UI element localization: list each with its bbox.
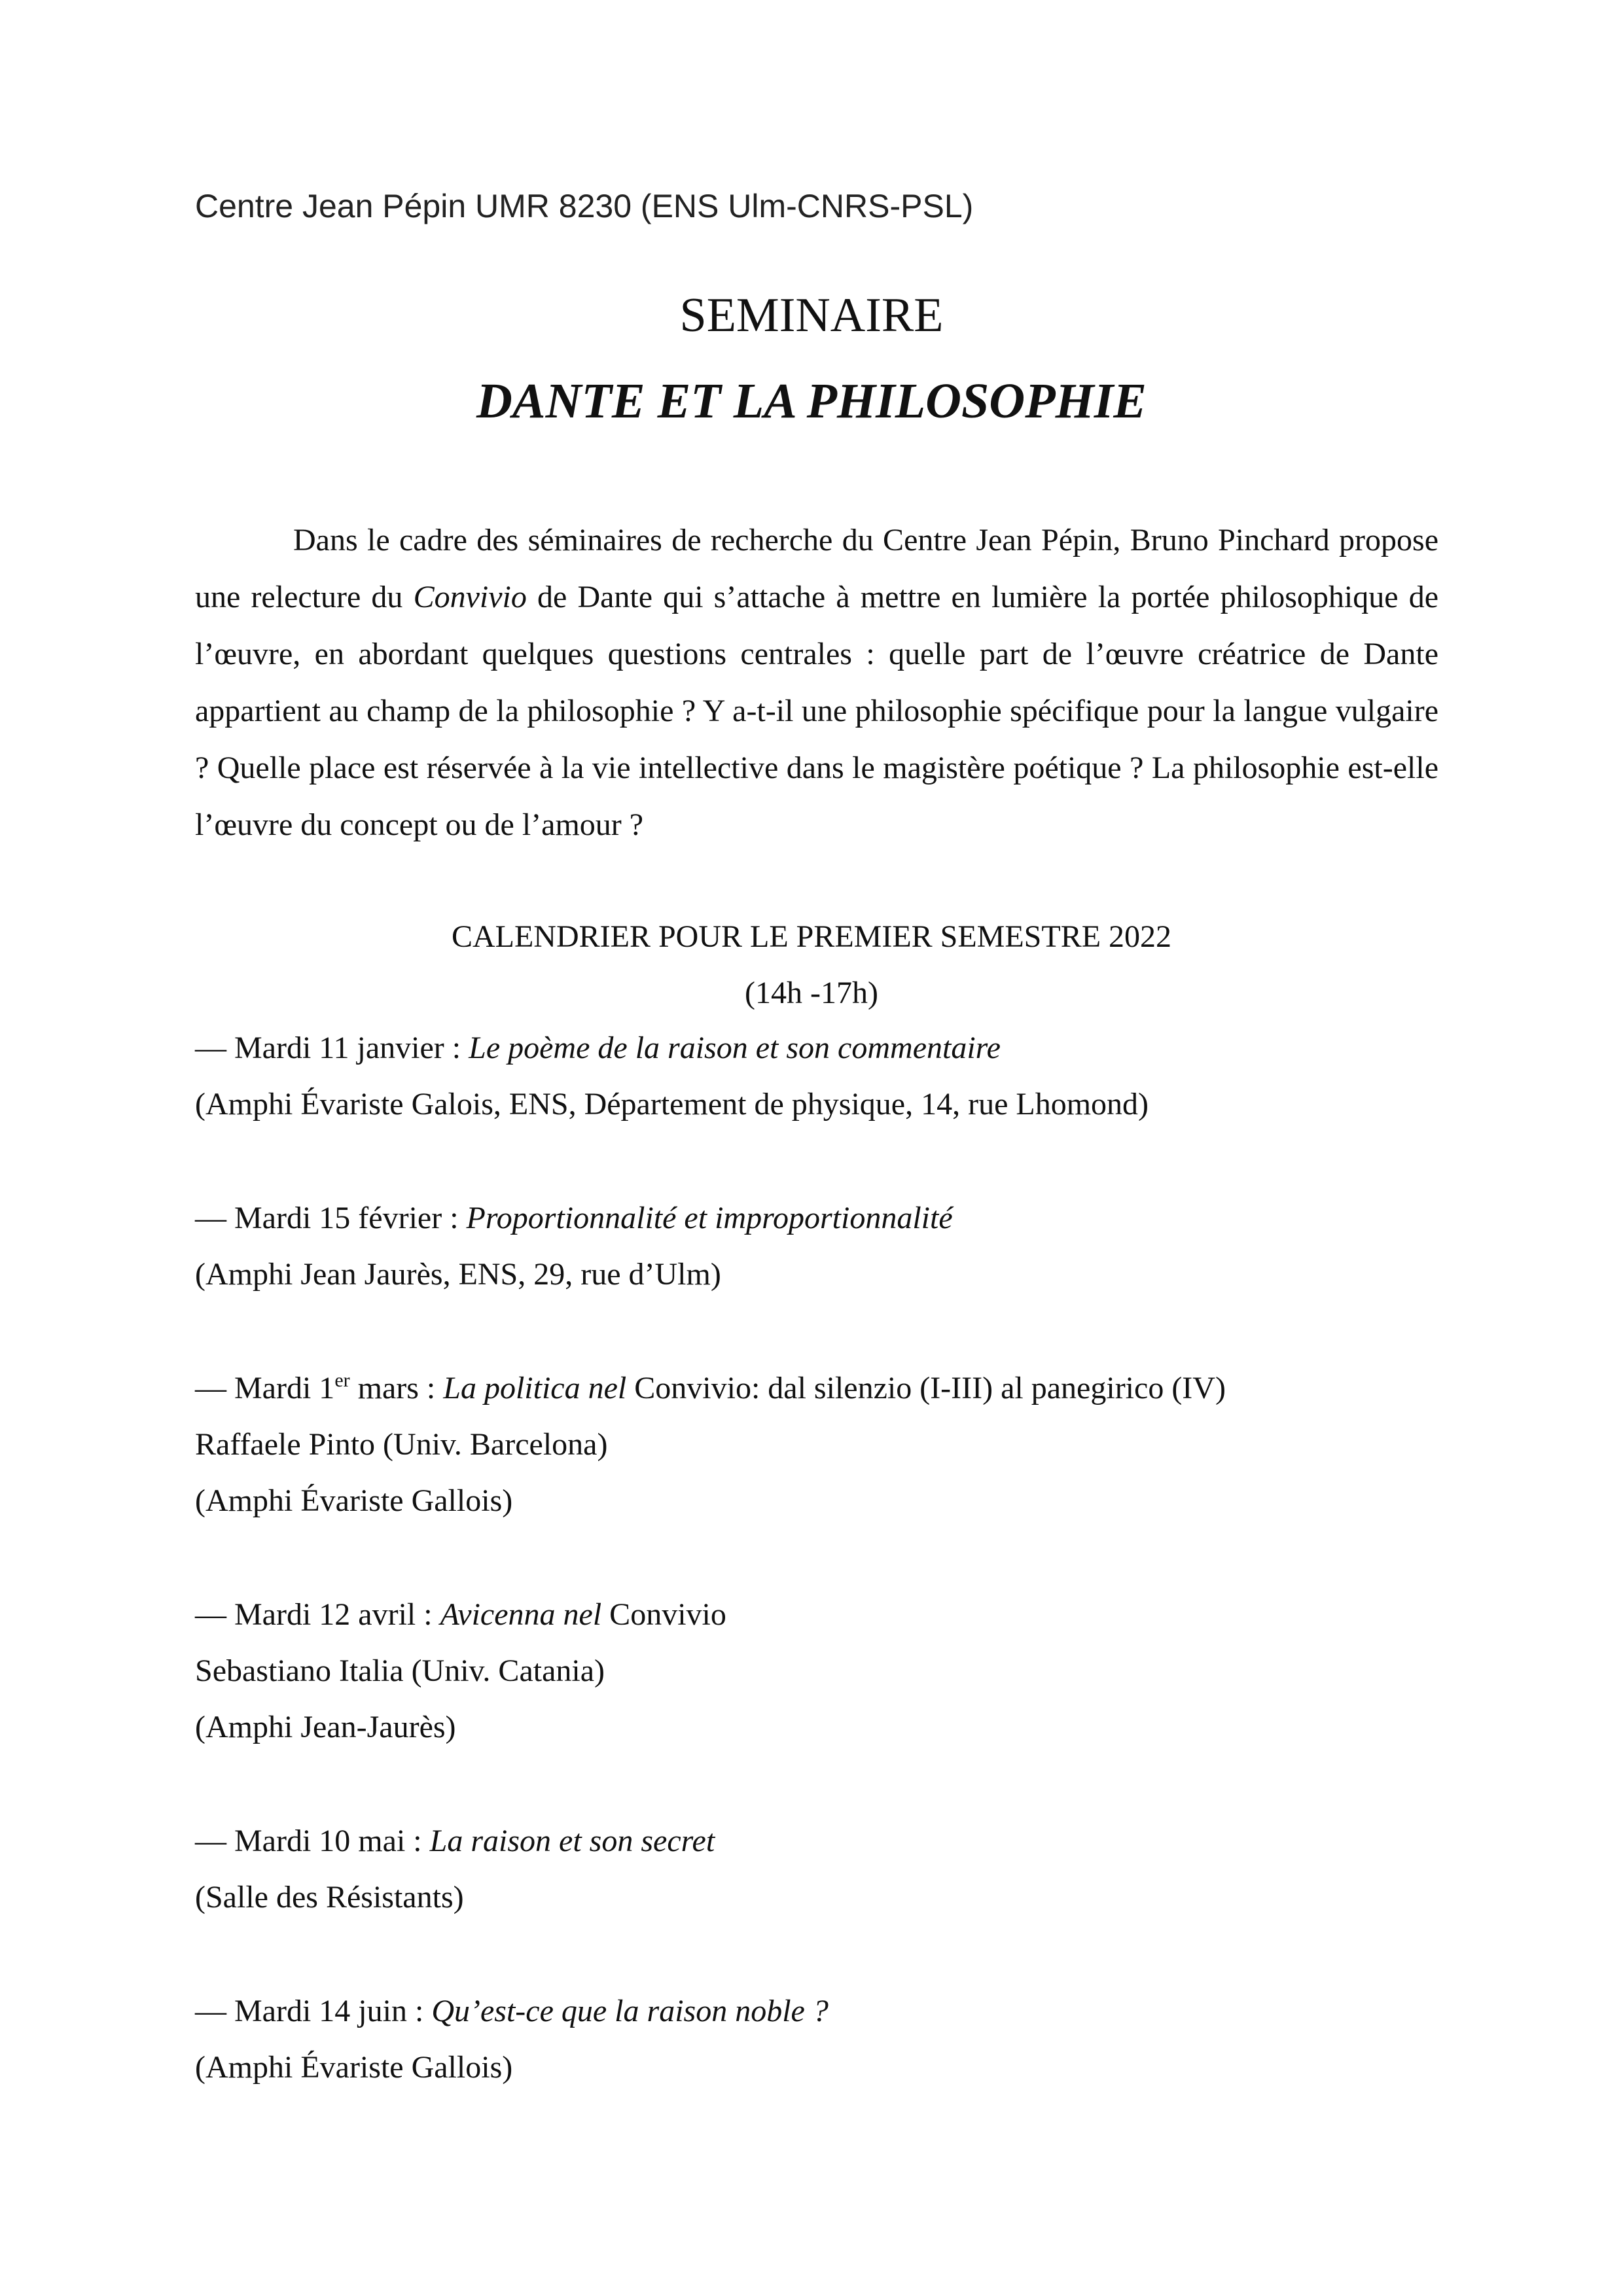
session-2-location: (Amphi Jean Jaurès, ENS, 29, rue d’Ulm) [195,1257,721,1292]
session-title: Le poème de la raison et son commentaire [469,1031,1001,1065]
session-6-location: (Amphi Évariste Gallois) [195,2050,513,2085]
session-3-heading [195,1369,1226,1405]
seminar-title: SEMINAIRE [679,289,944,342]
session-title: Qu’est-ce que la raison noble ? [431,1994,829,2028]
session-1-heading [195,1033,1001,1064]
session-title-italic: La politica nel [443,1371,627,1405]
session-date: — Mardi 15 février : [195,1201,467,1235]
session-5-heading [195,1826,715,1857]
session-title-italic: Avicenna nel [440,1597,602,1632]
session-2-heading [195,1203,953,1234]
session-date-prefix: — Mardi 1 [195,1371,335,1405]
intro-text-after: de Dante qui s’attache à mettre en lumière la portée philosophique de l’œuvre, en abordant quelques questions centrales : quelle part de l’œuvre créatrice de Dante appartient au champ de la philosophie ? Y a-t-il une philosophie spécifique pour la langue vulgaire ? Quelle place est réservée à la vie intellective dans le magistère poétique ? La philosophie est-elle l’œuvre du concept ou de l’amour ? [195,580,1438,842]
session-title: La raison et son secret [429,1824,715,1858]
calendar-hours: (14h -17h) [745,976,878,1010]
intro-paragraph [195,512,1438,853]
session-3-location: (Amphi Évariste Gallois) [195,1483,513,1518]
session-4-speaker: Sebastiano Italia (Univ. Catania) [195,1653,605,1688]
intro-italic-convivio: Convivio [413,580,527,614]
session-date: — Mardi 12 avril : [195,1597,440,1632]
session-3-speaker: Raffaele Pinto (Univ. Barcelona) [195,1427,608,1462]
session-date: — Mardi 10 mai : [195,1824,430,1858]
session-date: — Mardi 14 juin : [195,1994,432,2028]
institution-header: Centre Jean Pépin UMR 8230 (ENS Ulm-CNRS-PSL) [195,188,974,224]
session-4-location: (Amphi Jean-Jaurès) [195,1710,456,1744]
session-5-location: (Salle des Résistants) [195,1880,464,1915]
seminar-subtitle: DANTE ET LA PHILOSOPHIE [476,374,1147,429]
session-date-ordinal: er [334,1369,350,1391]
intro-text-before: Dans le cadre des séminaires de recherche du Centre Jean Pépin, Bruno Pinchard propose une relecture du [195,523,1438,614]
calendar-title: CALENDRIER POUR LE PREMIER SEMESTRE 2022 [451,919,1172,954]
session-date: — Mardi 11 janvier : [195,1031,469,1065]
session-date-suffix: mars : [349,1371,444,1405]
session-title-roman: Convivio: dal silenzio (I-III) al panegirico (IV) [626,1371,1226,1405]
session-4-heading [195,1599,726,1631]
session-1-location: (Amphi Évariste Galois, ENS, Département de physique, 14, rue Lhomond) [195,1087,1149,1122]
session-6-heading [195,1996,829,2027]
session-title-roman: Convivio [601,1597,726,1632]
session-title: Proportionnalité et improportionnalité [466,1201,953,1235]
